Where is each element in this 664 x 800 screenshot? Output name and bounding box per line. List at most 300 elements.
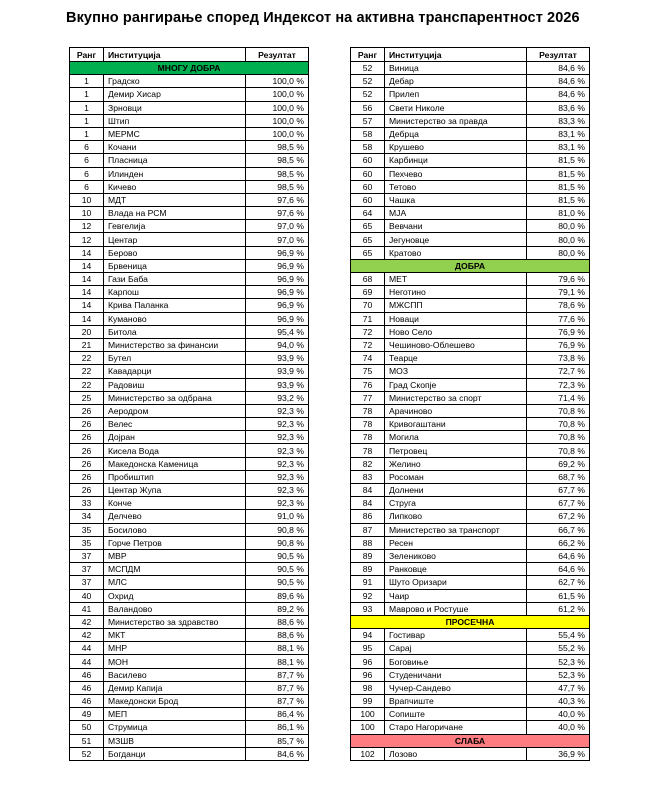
table-row [351,246,590,259]
institution-cell: Крушево [385,141,527,154]
institution-cell: Градско [104,75,246,88]
result-cell: 98,5 % [246,180,309,193]
institution-cell: Берово [104,246,246,259]
rank-cell: 12 [70,220,104,233]
result-cell: 90,5 % [246,563,309,576]
table-row [70,549,309,562]
result-cell: 92,3 % [246,418,309,431]
rank-cell: 76 [351,378,385,391]
table-row [351,101,590,114]
rank-cell: 86 [351,510,385,523]
institution-cell: Карпош [104,286,246,299]
table-row [351,180,590,193]
table-row [351,325,590,338]
rank-cell: 51 [70,734,104,747]
header-result: Резултат [246,48,309,62]
table-row [70,418,309,431]
rank-cell: 78 [351,444,385,457]
result-cell: 40,0 % [527,708,590,721]
institution-cell: МЛС [104,576,246,589]
section-header-row [351,615,590,628]
result-cell: 92,3 % [246,457,309,470]
header-rank: Ранг [70,48,104,62]
result-cell: 81,0 % [527,207,590,220]
institution-cell: Дебар [385,75,527,88]
rank-cell: 69 [351,286,385,299]
result-cell: 47,7 % [527,681,590,694]
rank-cell: 44 [70,655,104,668]
table-row [70,273,309,286]
table-row [70,655,309,668]
result-cell: 68,7 % [527,470,590,483]
result-cell: 94,0 % [246,338,309,351]
result-cell: 97,6 % [246,193,309,206]
table-row [70,629,309,642]
table-row [351,721,590,734]
table-row [70,220,309,233]
institution-cell: Струга [385,497,527,510]
result-cell: 87,7 % [246,681,309,694]
institution-cell: Виница [385,62,527,75]
institution-cell: Министерство за здравство [104,615,246,628]
result-cell: 96,9 % [246,312,309,325]
table-row [70,589,309,602]
result-cell: 81,5 % [527,167,590,180]
institution-cell: Гази Баба [104,273,246,286]
rank-cell: 44 [70,642,104,655]
institution-cell: Влада на РСМ [104,207,246,220]
institution-cell: Бутел [104,352,246,365]
rank-cell: 99 [351,695,385,708]
result-cell: 86,4 % [246,708,309,721]
rank-cell: 37 [70,563,104,576]
section-label: СЛАБА [351,734,590,747]
result-cell: 64,6 % [527,549,590,562]
rank-cell: 46 [70,681,104,694]
table-row [70,431,309,444]
table-row [70,576,309,589]
table-row [351,642,590,655]
table-row [70,299,309,312]
result-cell: 84,6 % [527,88,590,101]
result-cell: 88,1 % [246,655,309,668]
table-row [351,747,590,760]
rank-cell: 41 [70,602,104,615]
result-cell: 67,2 % [527,510,590,523]
result-cell: 83,6 % [527,101,590,114]
result-cell: 76,9 % [527,325,590,338]
rank-cell: 10 [70,193,104,206]
table-row [70,734,309,747]
institution-cell: Желино [385,457,527,470]
institution-cell: Босилово [104,523,246,536]
table-row [70,497,309,510]
table-row [351,655,590,668]
rank-cell: 92 [351,589,385,602]
result-cell: 96,9 % [246,286,309,299]
institution-cell: Конче [104,497,246,510]
institution-cell: Неготино [385,286,527,299]
table-row [70,325,309,338]
result-cell: 96,9 % [246,259,309,272]
result-cell: 92,3 % [246,404,309,417]
result-cell: 79,1 % [527,286,590,299]
table-row [70,101,309,114]
institution-cell: Чучер-Сандево [385,681,527,694]
table-row [70,668,309,681]
table-row [70,207,309,220]
institution-cell: Горче Петров [104,536,246,549]
table-row [351,457,590,470]
table-row [70,602,309,615]
institution-cell: Прилеп [385,88,527,101]
result-cell: 80,0 % [527,246,590,259]
result-cell: 66,2 % [527,536,590,549]
ranking-table-right [350,47,590,761]
result-cell: 40,0 % [527,721,590,734]
rank-cell: 20 [70,325,104,338]
institution-cell: Чашка [385,193,527,206]
institution-cell: Велес [104,418,246,431]
table-row [351,681,590,694]
table-row [70,141,309,154]
table-row [70,444,309,457]
rank-cell: 84 [351,484,385,497]
rank-cell: 37 [70,549,104,562]
table-row [351,444,590,457]
institution-cell: Илинден [104,167,246,180]
institution-cell: Ранковце [385,563,527,576]
table-row [70,470,309,483]
result-cell: 90,8 % [246,536,309,549]
rank-cell: 26 [70,457,104,470]
header-rank: Ранг [351,48,385,62]
rank-cell: 60 [351,180,385,193]
result-cell: 100,0 % [246,101,309,114]
result-cell: 100,0 % [246,88,309,101]
result-cell: 98,5 % [246,167,309,180]
institution-cell: Кочани [104,141,246,154]
institution-cell: Шуто Оризари [385,576,527,589]
institution-cell: Јегуновце [385,233,527,246]
rank-cell: 60 [351,154,385,167]
result-cell: 88,6 % [246,615,309,628]
institution-cell: Сарај [385,642,527,655]
result-cell: 70,8 % [527,431,590,444]
header-row [351,48,590,62]
rank-cell: 35 [70,536,104,549]
institution-cell: Дојран [104,431,246,444]
table-row [70,75,309,88]
result-cell: 62,7 % [527,576,590,589]
institution-cell: Кавадарци [104,365,246,378]
table-row [351,576,590,589]
rank-cell: 68 [351,273,385,286]
institution-cell: Пласница [104,154,246,167]
institution-cell: Гостивар [385,629,527,642]
rank-cell: 94 [351,629,385,642]
rank-cell: 75 [351,365,385,378]
institution-cell: Дебрца [385,127,527,140]
table-row [70,404,309,417]
rank-cell: 22 [70,352,104,365]
institution-cell: МОЗ [385,365,527,378]
rank-cell: 57 [351,114,385,127]
table-row [70,246,309,259]
institution-cell: Чаир [385,589,527,602]
result-cell: 87,7 % [246,668,309,681]
rank-cell: 71 [351,312,385,325]
institution-cell: МЗШВ [104,734,246,747]
rank-cell: 72 [351,338,385,351]
table-row [70,338,309,351]
result-cell: 89,6 % [246,589,309,602]
table-row [351,141,590,154]
rank-cell: 56 [351,101,385,114]
rank-cell: 10 [70,207,104,220]
page-title: Вкупно рангирање според Индексот на активна транспарентност 2026 [66,10,580,26]
institution-cell: Демир Хисар [104,88,246,101]
table-row [70,721,309,734]
result-cell: 100,0 % [246,75,309,88]
rank-cell: 34 [70,510,104,523]
section-label: МНОГУ ДОБРА [70,62,309,75]
institution-cell: МЕТ [385,273,527,286]
result-cell: 89,2 % [246,602,309,615]
table-row [351,338,590,351]
institution-cell: МВР [104,549,246,562]
result-cell: 55,2 % [527,642,590,655]
rank-cell: 1 [70,114,104,127]
institution-cell: МКТ [104,629,246,642]
header-result: Резултат [527,48,590,62]
table-row [70,391,309,404]
institution-cell: Македонска Каменица [104,457,246,470]
table-row [351,167,590,180]
result-cell: 90,8 % [246,523,309,536]
rank-cell: 91 [351,576,385,589]
rank-cell: 46 [70,695,104,708]
rank-cell: 78 [351,418,385,431]
rank-cell: 65 [351,246,385,259]
institution-cell: Кисела Вода [104,444,246,457]
result-cell: 71,4 % [527,391,590,404]
institution-cell: Валандово [104,602,246,615]
result-cell: 81,5 % [527,193,590,206]
rank-cell: 6 [70,141,104,154]
table-row [70,259,309,272]
rank-cell: 26 [70,444,104,457]
table-row [351,602,590,615]
result-cell: 93,2 % [246,391,309,404]
rank-cell: 77 [351,391,385,404]
table-row [351,352,590,365]
rank-cell: 50 [70,721,104,734]
institution-cell: Липково [385,510,527,523]
rank-cell: 78 [351,431,385,444]
table-row [351,431,590,444]
institution-cell: Ресен [385,536,527,549]
rank-cell: 87 [351,523,385,536]
institution-cell: МНР [104,642,246,655]
rank-cell: 102 [351,747,385,760]
rank-cell: 6 [70,154,104,167]
result-cell: 100,0 % [246,127,309,140]
rank-cell: 1 [70,88,104,101]
institution-cell: Свети Николе [385,101,527,114]
result-cell: 100,0 % [246,114,309,127]
rank-cell: 26 [70,418,104,431]
result-cell: 70,8 % [527,418,590,431]
table-row [351,193,590,206]
institution-cell: Врапчиште [385,695,527,708]
result-cell: 84,6 % [527,75,590,88]
institution-cell: Аеродром [104,404,246,417]
result-cell: 73,8 % [527,352,590,365]
table-row [351,668,590,681]
rank-cell: 100 [351,721,385,734]
institution-cell: Брвеница [104,259,246,272]
table-row [351,62,590,75]
rank-cell: 1 [70,75,104,88]
institution-cell: Струмица [104,721,246,734]
rank-cell: 72 [351,325,385,338]
header-row [70,48,309,62]
institution-cell: Чешиново-Облешево [385,338,527,351]
result-cell: 66,7 % [527,523,590,536]
result-cell: 81,5 % [527,154,590,167]
table-row [70,457,309,470]
institution-cell: Министерство за правда [385,114,527,127]
table-row [351,207,590,220]
rank-cell: 37 [70,576,104,589]
rank-cell: 96 [351,655,385,668]
result-cell: 52,3 % [527,668,590,681]
rank-cell: 21 [70,338,104,351]
rank-cell: 14 [70,273,104,286]
rank-cell: 93 [351,602,385,615]
institution-cell: Зрновци [104,101,246,114]
table-row [351,563,590,576]
result-cell: 83,1 % [527,127,590,140]
rank-cell: 78 [351,404,385,417]
rank-cell: 52 [351,75,385,88]
rank-cell: 84 [351,497,385,510]
table-row [351,589,590,602]
table-row [70,536,309,549]
rank-cell: 58 [351,141,385,154]
section-label: ПРОСЕЧНА [351,615,590,628]
rank-cell: 14 [70,312,104,325]
table-row [70,167,309,180]
table-row [70,523,309,536]
rank-cell: 52 [70,747,104,760]
table-row [70,154,309,167]
result-cell: 69,2 % [527,457,590,470]
table-row [70,88,309,101]
rank-cell: 46 [70,668,104,681]
table-row [351,510,590,523]
result-cell: 70,8 % [527,404,590,417]
rank-cell: 42 [70,615,104,628]
result-cell: 92,3 % [246,444,309,457]
table-row [70,312,309,325]
result-cell: 67,7 % [527,484,590,497]
institution-cell: МЖСПП [385,299,527,312]
result-cell: 90,5 % [246,576,309,589]
result-cell: 61,2 % [527,602,590,615]
result-cell: 86,1 % [246,721,309,734]
rank-cell: 65 [351,233,385,246]
institution-cell: Град Скопје [385,378,527,391]
institution-cell: Кичево [104,180,246,193]
institution-cell: Лозово [385,747,527,760]
table-row [351,418,590,431]
rank-cell: 26 [70,431,104,444]
table-row [70,708,309,721]
rank-cell: 89 [351,549,385,562]
result-cell: 92,3 % [246,497,309,510]
result-cell: 96,9 % [246,299,309,312]
institution-cell: Маврово и Ростуше [385,602,527,615]
institution-cell: Старо Нагоричане [385,721,527,734]
rank-cell: 33 [70,497,104,510]
rank-cell: 26 [70,470,104,483]
rank-cell: 100 [351,708,385,721]
table-row [70,193,309,206]
institution-cell: Студеничани [385,668,527,681]
table-row [70,378,309,391]
institution-cell: Сопиште [385,708,527,721]
result-cell: 92,3 % [246,470,309,483]
rank-cell: 1 [70,101,104,114]
result-cell: 84,6 % [527,62,590,75]
result-cell: 93,9 % [246,352,309,365]
result-cell: 61,5 % [527,589,590,602]
result-cell: 85,7 % [246,734,309,747]
institution-cell: Долнени [385,484,527,497]
table-row [351,695,590,708]
table-row [351,220,590,233]
rank-cell: 98 [351,681,385,694]
result-cell: 97,0 % [246,220,309,233]
table-row [70,127,309,140]
rank-cell: 40 [70,589,104,602]
table-row [70,180,309,193]
rank-cell: 22 [70,365,104,378]
result-cell: 72,7 % [527,365,590,378]
header-institution: Институција [104,48,246,62]
result-cell: 87,7 % [246,695,309,708]
rank-cell: 14 [70,246,104,259]
table-row [70,747,309,760]
result-cell: 92,3 % [246,484,309,497]
institution-cell: МДТ [104,193,246,206]
result-cell: 64,6 % [527,563,590,576]
rank-cell: 49 [70,708,104,721]
result-cell: 72,3 % [527,378,590,391]
table-row [351,127,590,140]
result-cell: 40,3 % [527,695,590,708]
table-row [351,114,590,127]
table-row [351,536,590,549]
result-cell: 88,1 % [246,642,309,655]
institution-cell: Теарце [385,352,527,365]
result-cell: 88,6 % [246,629,309,642]
table-row [70,510,309,523]
rank-cell: 42 [70,629,104,642]
rank-cell: 6 [70,167,104,180]
